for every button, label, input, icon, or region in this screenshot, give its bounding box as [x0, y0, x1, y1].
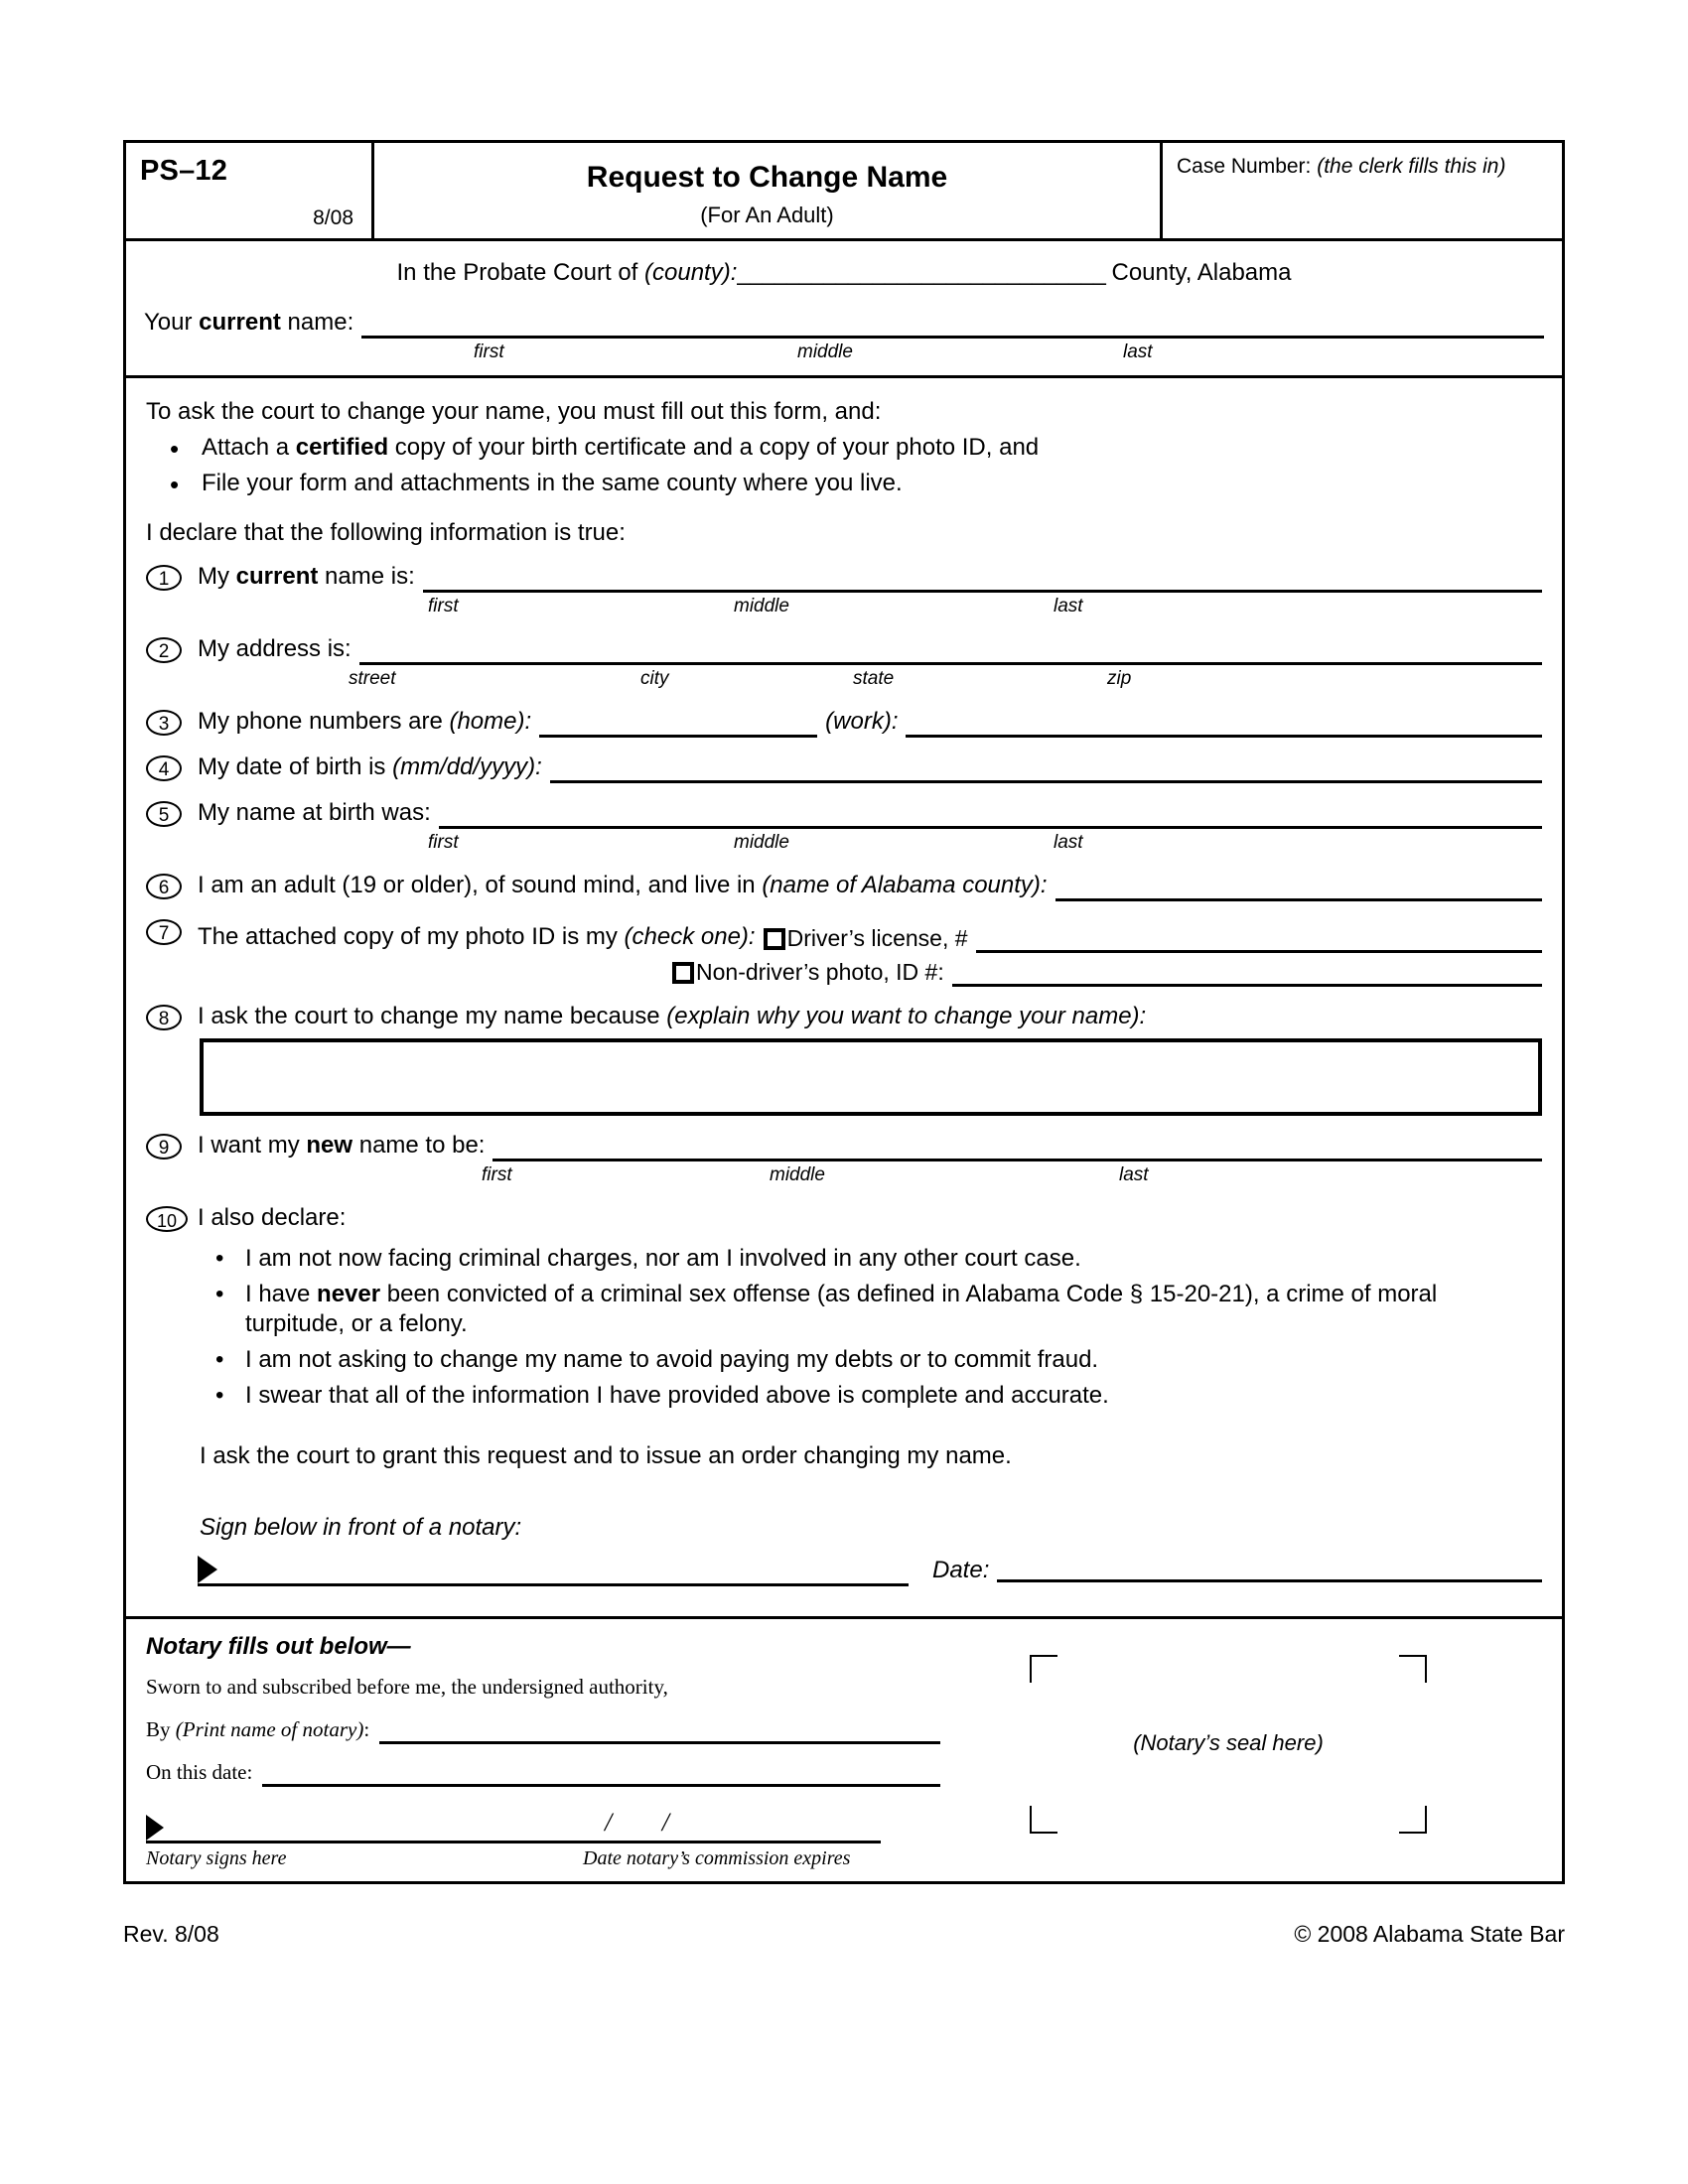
item-7-option-2-label: Non-driver’s photo, ID #: — [696, 959, 944, 985]
sublabel-city: city — [640, 668, 669, 689]
declaration-bullet — [245, 1244, 1542, 1274]
seal-corner-top-left — [1030, 1655, 1057, 1683]
item-number-badge: 8 — [146, 1005, 182, 1030]
probate-court-line — [144, 259, 1544, 287]
item-number-8 — [146, 1003, 198, 1030]
item-1-label-bold: current — [235, 563, 319, 590]
item-3-home-hint: (home): — [449, 708, 532, 735]
item-9-input[interactable] — [492, 1159, 1542, 1161]
current-name-label-pre: Your — [144, 309, 200, 336]
notary-signature-input[interactable] — [146, 1805, 881, 1843]
signature-date-label: Date: — [932, 1557, 990, 1583]
item-1-label-post: name is: — [318, 563, 415, 590]
case-number-label: Case Number: — [1177, 155, 1312, 178]
page-subtitle: (For An Adult) — [700, 203, 834, 227]
sublabel-first: first — [428, 596, 459, 616]
form-code: PS–12 — [140, 155, 228, 187]
item-4-label — [198, 753, 542, 783]
current-name-label — [144, 309, 353, 339]
form-item-3 — [146, 708, 1542, 738]
item-9-label — [198, 1132, 485, 1161]
county-input[interactable]: ______________________________ — [737, 259, 1105, 286]
notary-section — [146, 1619, 1542, 1881]
item-9-label-post: name to be: — [352, 1132, 486, 1159]
item-3-work-input[interactable] — [906, 735, 1542, 738]
item-3-home-input[interactable] — [539, 735, 817, 738]
form-page — [123, 140, 1565, 1897]
item-6-label-text: I am an adult (19 or older), of sound mind, and live in — [198, 872, 763, 898]
form-item-7 — [146, 917, 1542, 987]
commission-date-slashes: / / — [605, 1808, 691, 1837]
seal-placeholder-label: (Notary’s seal here) — [1133, 1730, 1324, 1755]
checkbox-non-driver-id[interactable] — [672, 962, 694, 984]
sublabel-last: last — [1054, 832, 1083, 853]
sublabel-last: last — [1119, 1164, 1149, 1185]
notary-section-title: Notary fills out below— — [146, 1633, 411, 1660]
signature-arrow-icon — [198, 1556, 217, 1583]
item-7-label-text: The attached copy of my photo ID is my — [198, 923, 625, 950]
sublabel-last: last — [1054, 596, 1083, 616]
item-number-6 — [146, 872, 198, 899]
item-number-9 — [146, 1132, 198, 1160]
county-hint: (county): — [644, 259, 738, 286]
item-number-10 — [146, 1204, 198, 1232]
declaration-bullet — [245, 1381, 1542, 1411]
notary-date-row — [146, 1760, 940, 1787]
item-1-label-pre: My — [198, 563, 236, 590]
declaration-bold: never — [317, 1281, 381, 1307]
item-2-label: My address is: — [198, 635, 352, 662]
form-item-4 — [146, 753, 1542, 783]
item-number-3 — [146, 708, 198, 736]
checkbox-drivers-license[interactable] — [764, 928, 785, 950]
item-7-non-driver-id-input[interactable] — [952, 984, 1542, 987]
notary-signature-arrow-icon — [146, 1815, 164, 1841]
form-item-10 — [146, 1204, 1542, 1586]
item-1-sublabels — [198, 596, 1542, 619]
intro-bullet-pre: Attach a — [202, 434, 296, 461]
intro-lead: To ask the court to change your name, you must fill out this form, and: — [146, 398, 882, 425]
notary-by-hint: (Print name of notary) — [175, 1717, 364, 1741]
item-7-drivers-license-input[interactable] — [976, 950, 1542, 953]
item-6-input[interactable] — [1055, 898, 1542, 901]
declaration-lead: I declare that the following information is true: — [146, 519, 626, 546]
notary-name-label — [146, 1717, 369, 1744]
case-number-hint: (the clerk fills this in) — [1317, 155, 1506, 178]
case-number-cell — [1163, 143, 1562, 238]
current-name-input[interactable] — [361, 336, 1544, 339]
commission-expires-caption: Date notary’s commission expires — [583, 1847, 851, 1869]
court-and-name-band — [123, 238, 1565, 375]
sign-instruction: Sign below in front of a notary: — [200, 1514, 522, 1541]
item-number-badge: 3 — [146, 710, 182, 736]
current-name-label-post: name: — [280, 309, 354, 336]
item-10-label: I also declare: — [198, 1204, 347, 1231]
page-footer — [123, 1921, 1565, 1948]
item-number-badge: 7 — [146, 919, 182, 945]
item-8-explanation-textarea[interactable] — [200, 1038, 1542, 1116]
form-item-9 — [146, 1132, 1542, 1188]
item-number-badge: 9 — [146, 1134, 182, 1160]
item-7-label — [198, 923, 756, 953]
notary-by-label: By — [146, 1717, 176, 1741]
intro-bullet-post: copy of your birth certificate and a copy of your photo ID, and — [388, 434, 1040, 461]
sublabel-first: first — [428, 832, 459, 853]
intro-bullet-pre: File your form and attachments in the same county where you live. — [202, 470, 903, 496]
grant-request-text: I ask the court to grant this request and to issue an order changing my name. — [200, 1442, 1012, 1469]
notary-by-colon: : — [363, 1717, 370, 1741]
signature-input[interactable] — [198, 1552, 909, 1586]
footer-revision: Rev. 8/08 — [123, 1921, 219, 1947]
item-7-check-hint: (check one): — [624, 923, 756, 950]
item-number-badge: 4 — [146, 755, 182, 781]
item-8-label-text: I ask the court to change my name because — [198, 1003, 667, 1029]
form-item-8 — [146, 1003, 1542, 1116]
footer-copyright: © 2008 Alabama State Bar — [1294, 1921, 1565, 1947]
item-1-input[interactable] — [423, 590, 1542, 593]
form-item-1 — [146, 563, 1542, 619]
form-body — [123, 375, 1565, 1884]
sublabel-last: last — [1123, 341, 1153, 362]
intro-bullet — [202, 470, 1542, 497]
form-date: 8/08 — [313, 206, 353, 229]
item-number-badge: 2 — [146, 637, 182, 663]
notary-seal-area — [1030, 1655, 1427, 1834]
item-7-option-1-row — [198, 923, 1542, 953]
sublabel-middle: middle — [770, 1164, 825, 1185]
item-3-work-hint: (work): — [825, 708, 899, 735]
current-name-label-bold: current — [199, 309, 281, 336]
item-number-7 — [146, 917, 198, 945]
seal-corner-top-right — [1399, 1655, 1427, 1683]
intro-bullet-list — [146, 434, 1542, 497]
item-number-5 — [146, 799, 198, 827]
header-form-code-cell — [126, 143, 374, 238]
notary-captions — [146, 1847, 881, 1870]
seal-corner-bottom-left — [1030, 1806, 1057, 1834]
declaration-text: I am not now facing criminal charges, nor am I involved in any other court case. — [245, 1245, 1081, 1272]
sublabel-zip: zip — [1107, 668, 1132, 689]
item-4-label-text: My date of birth is — [198, 753, 393, 780]
item-9-label-bold: new — [306, 1132, 353, 1159]
item-6-county-hint: (name of Alabama county): — [762, 872, 1048, 898]
sublabel-first: first — [474, 341, 504, 362]
court-prefix: In the Probate Court of — [396, 259, 644, 286]
item-10-declaration-list — [198, 1244, 1542, 1411]
declaration-post: been convicted of a criminal sex offense (as defined in Alabama Code § 15-20-21), a crime of moral turpitude, or a felony. — [245, 1281, 1438, 1337]
declaration-bullet — [245, 1345, 1542, 1375]
item-8-explain-hint: (explain why you want to change your name): — [666, 1003, 1147, 1029]
item-8-label — [198, 1003, 1542, 1032]
intro-bullet-bold: certified — [295, 434, 389, 461]
notary-date-input[interactable] — [262, 1784, 940, 1787]
item-number-badge: 6 — [146, 874, 182, 899]
declaration-bullet — [245, 1280, 1542, 1339]
sublabel-middle: middle — [734, 832, 789, 853]
header-title-cell — [374, 143, 1163, 238]
current-name-row — [144, 309, 1544, 339]
signature-date-input[interactable] — [997, 1579, 1542, 1582]
item-4-format-hint: (mm/dd/yyyy): — [392, 753, 542, 780]
form-item-2 — [146, 635, 1542, 692]
item-number-badge: 1 — [146, 565, 182, 591]
sublabel-middle: middle — [734, 596, 789, 616]
sublabel-state: state — [853, 668, 895, 689]
notary-sworn-row — [146, 1675, 940, 1702]
form-header — [123, 140, 1565, 238]
item-9-label-pre: I want my — [198, 1132, 307, 1159]
intro-bullet — [202, 434, 1542, 462]
item-2-sublabels — [198, 668, 1542, 692]
page-title: Request to Change Name — [586, 161, 948, 194]
item-5-input[interactable] — [439, 826, 1542, 829]
sublabel-middle: middle — [797, 341, 853, 362]
item-9-sublabels — [198, 1164, 1542, 1188]
signature-row — [198, 1552, 1542, 1586]
item-3-label-text: My phone numbers are — [198, 708, 450, 735]
declaration-text: I am not asking to change my name to avoid paying my debts or to commit fraud. — [245, 1346, 1099, 1373]
declaration-text: I swear that all of the information I have provided above is complete and accurate. — [245, 1382, 1109, 1409]
item-number-badge: 10 — [146, 1206, 188, 1232]
seal-corner-bottom-right — [1399, 1806, 1427, 1834]
notary-signs-caption: Notary signs here — [146, 1847, 287, 1869]
item-7-option-2-row — [198, 959, 1542, 987]
item-7-option-1-label: Driver’s license, # — [786, 925, 968, 951]
form-item-5 — [146, 799, 1542, 856]
item-3-label — [198, 708, 531, 738]
notary-name-input[interactable] — [379, 1741, 940, 1744]
current-name-sublabels — [432, 341, 1544, 365]
item-number-badge: 5 — [146, 801, 182, 827]
sublabel-street: street — [349, 668, 396, 689]
item-2-input[interactable] — [359, 662, 1542, 665]
item-number-4 — [146, 753, 198, 781]
form-item-6 — [146, 872, 1542, 901]
item-1-label — [198, 563, 415, 593]
notary-sworn-text: Sworn to and subscribed before me, the undersigned authority, — [146, 1675, 668, 1699]
item-5-sublabels — [198, 832, 1542, 856]
notary-date-label: On this date: — [146, 1760, 253, 1784]
item-6-label — [198, 872, 1048, 901]
notary-name-row — [146, 1717, 940, 1744]
item-number-1 — [146, 563, 198, 591]
item-number-2 — [146, 635, 198, 663]
notary-signature-block — [146, 1805, 881, 1843]
item-4-input[interactable] — [550, 780, 1542, 783]
item-5-label: My name at birth was: — [198, 799, 431, 826]
court-suffix: County, Alabama — [1104, 259, 1292, 286]
declaration-pre: I have — [245, 1281, 318, 1307]
sublabel-first: first — [482, 1164, 512, 1185]
